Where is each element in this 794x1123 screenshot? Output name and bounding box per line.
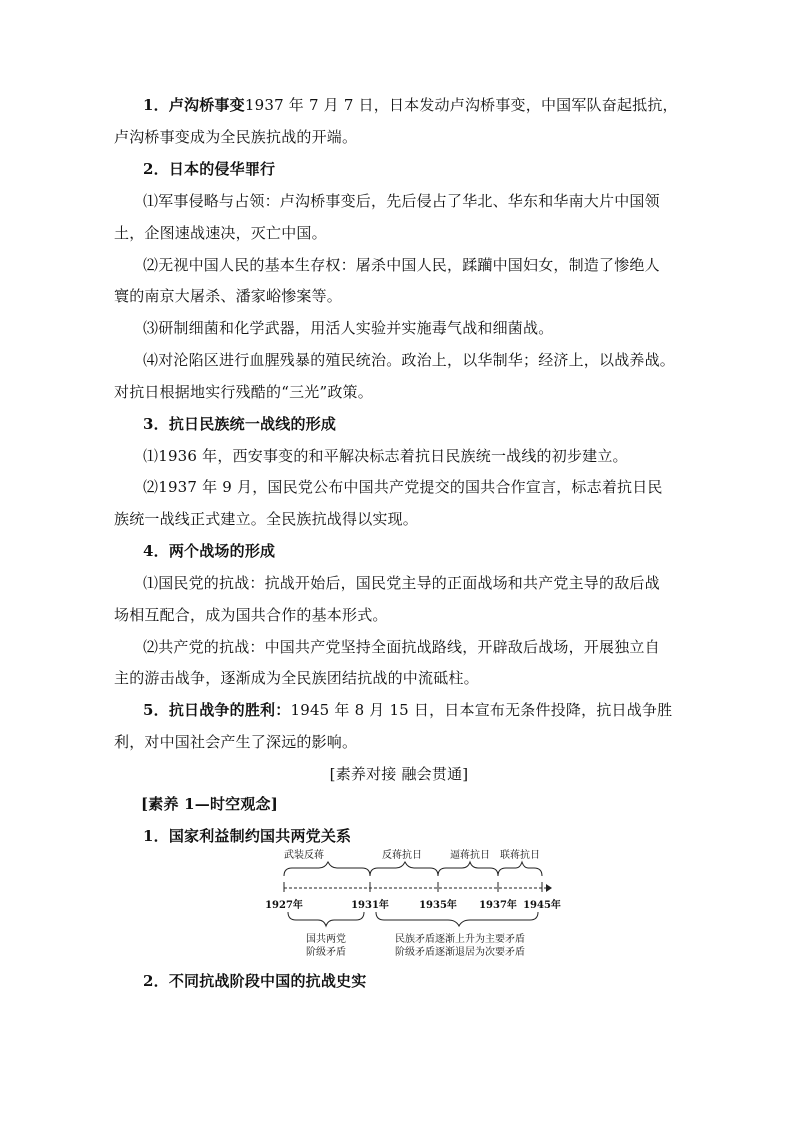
timeline-label-armed-anti-chiang: 武装反蒋 — [284, 850, 324, 861]
section-4-item-1-a: ⑴国民党的抗战：抗战开始后，国民党主导的正面战场和共产党主导的敌后战 — [143, 574, 660, 592]
section-2-item-2-a: ⑵无视中国人民的基本生存权：屠杀中国人民，蹂躏中国妇女，制造了惨绝人 — [143, 256, 660, 274]
subheading-1: 1．国家利益制约国共两党关系 — [143, 827, 352, 845]
section-1-line-1 — [114, 90, 684, 120]
timeline-label-ally-chiang-anti-japan: 联蒋抗日 — [500, 850, 540, 861]
section-1-text-a: 1937 年 7 月 7 日，日本发动卢沟桥事变，中国军队奋起抵抗， — [244, 96, 678, 114]
section-4-item-2-a: ⑵共产党的抗战：中国共产党坚持全面抗战路线，开辟敌后战场，开展独立自 — [143, 638, 660, 656]
literacy-heading: [素养 1—时空观念] — [141, 795, 279, 813]
brace-top-2 — [370, 862, 438, 876]
year-1937: 1937年 — [479, 900, 517, 911]
section-5-text-b: 利，对中国社会产生了深远的影响。 — [114, 733, 358, 751]
section-1-text-b: 卢沟桥事变成为全民族抗战的开端。 — [114, 128, 358, 146]
section-4-item-2-b: 主的游击战争，逐渐成为全民族团结抗战的中流砥柱。 — [114, 669, 479, 687]
section-2-item-4-a: ⑷对沦陷区进行血腥残暴的殖民统治。政治上，以华制华；经济上，以战养战。 — [143, 351, 676, 369]
section-5-line-1 — [114, 695, 684, 725]
section-2-item-1-b: 土，企图速战速决，灭亡中国。 — [114, 224, 327, 242]
brace-bottom-right — [376, 912, 538, 926]
year-1931: 1931年 — [351, 900, 389, 911]
section-banner: [素养对接 融会贯通] — [329, 765, 469, 783]
year-1945: 1945年 — [523, 900, 561, 911]
brace-top-1 — [284, 862, 370, 876]
year-1927: 1927年 — [265, 900, 303, 911]
bottom-left-line-1: 国共两党 — [306, 934, 346, 945]
bottom-left-line-2: 阶级矛盾 — [306, 947, 346, 958]
section-1-title: 1．卢沟桥事变 — [143, 96, 245, 114]
section-2-item-3-a: ⑶研制细菌和化学武器，用活人实验并实施毒气战和细菌战。 — [143, 319, 554, 337]
section-5-text-a: 1945 年 8 月 15 日，日本宣布无条件投降，抗日战争胜 — [290, 701, 673, 719]
section-2-item-1-a: ⑴军事侵略与占领：卢沟桥事变后，先后侵占了华北、华东和华南大片中国领 — [143, 192, 660, 210]
brace-top-4 — [498, 862, 542, 876]
bottom-right-line-2: 阶级矛盾逐渐退居为次要矛盾 — [395, 947, 525, 958]
section-3-item-2-b: 族统一战线正式建立。全民族抗战得以实现。 — [114, 510, 419, 528]
section-3-item-1-a: ⑴1936 年，西安事变的和平解决标志着抗日民族统一战线的初步建立。 — [143, 447, 628, 465]
section-2-title: 2．日本的侵华罪行 — [143, 160, 276, 178]
subheading-2: 2．不同抗战阶段中国的抗战史实 — [143, 972, 367, 990]
brace-bottom-left — [288, 912, 364, 926]
section-5-title: 5．抗日战争的胜利： — [143, 701, 291, 719]
section-2-item-4-b: 对抗日根据地实行残酷的“三光”政策。 — [114, 383, 373, 401]
timeline-arrow — [546, 884, 552, 892]
year-1935: 1935年 — [419, 900, 457, 911]
brace-top-3 — [438, 862, 498, 876]
timeline-label-anti-chiang-anti-japan: 反蒋抗日 — [382, 850, 422, 861]
section-4-item-1-b: 场相互配合，成为国共合作的基本形式。 — [114, 606, 388, 624]
section-2-item-2-b: 寰的南京大屠杀、潘家峪惨案等。 — [114, 287, 343, 305]
bottom-right-line-1: 民族矛盾逐渐上升为主要矛盾 — [395, 934, 525, 945]
timeline-label-force-chiang-anti-japan: 逼蒋抗日 — [450, 850, 490, 861]
section-4-title: 4．两个战场的形成 — [143, 542, 276, 560]
section-3-item-2-a: ⑵1937 年 9 月，国民党公布中国共产党提交的国共合作宣言，标志着抗日民 — [143, 478, 663, 496]
timeline-diagram — [262, 842, 562, 962]
section-3-title: 3．抗日民族统一战线的形成 — [143, 415, 337, 433]
